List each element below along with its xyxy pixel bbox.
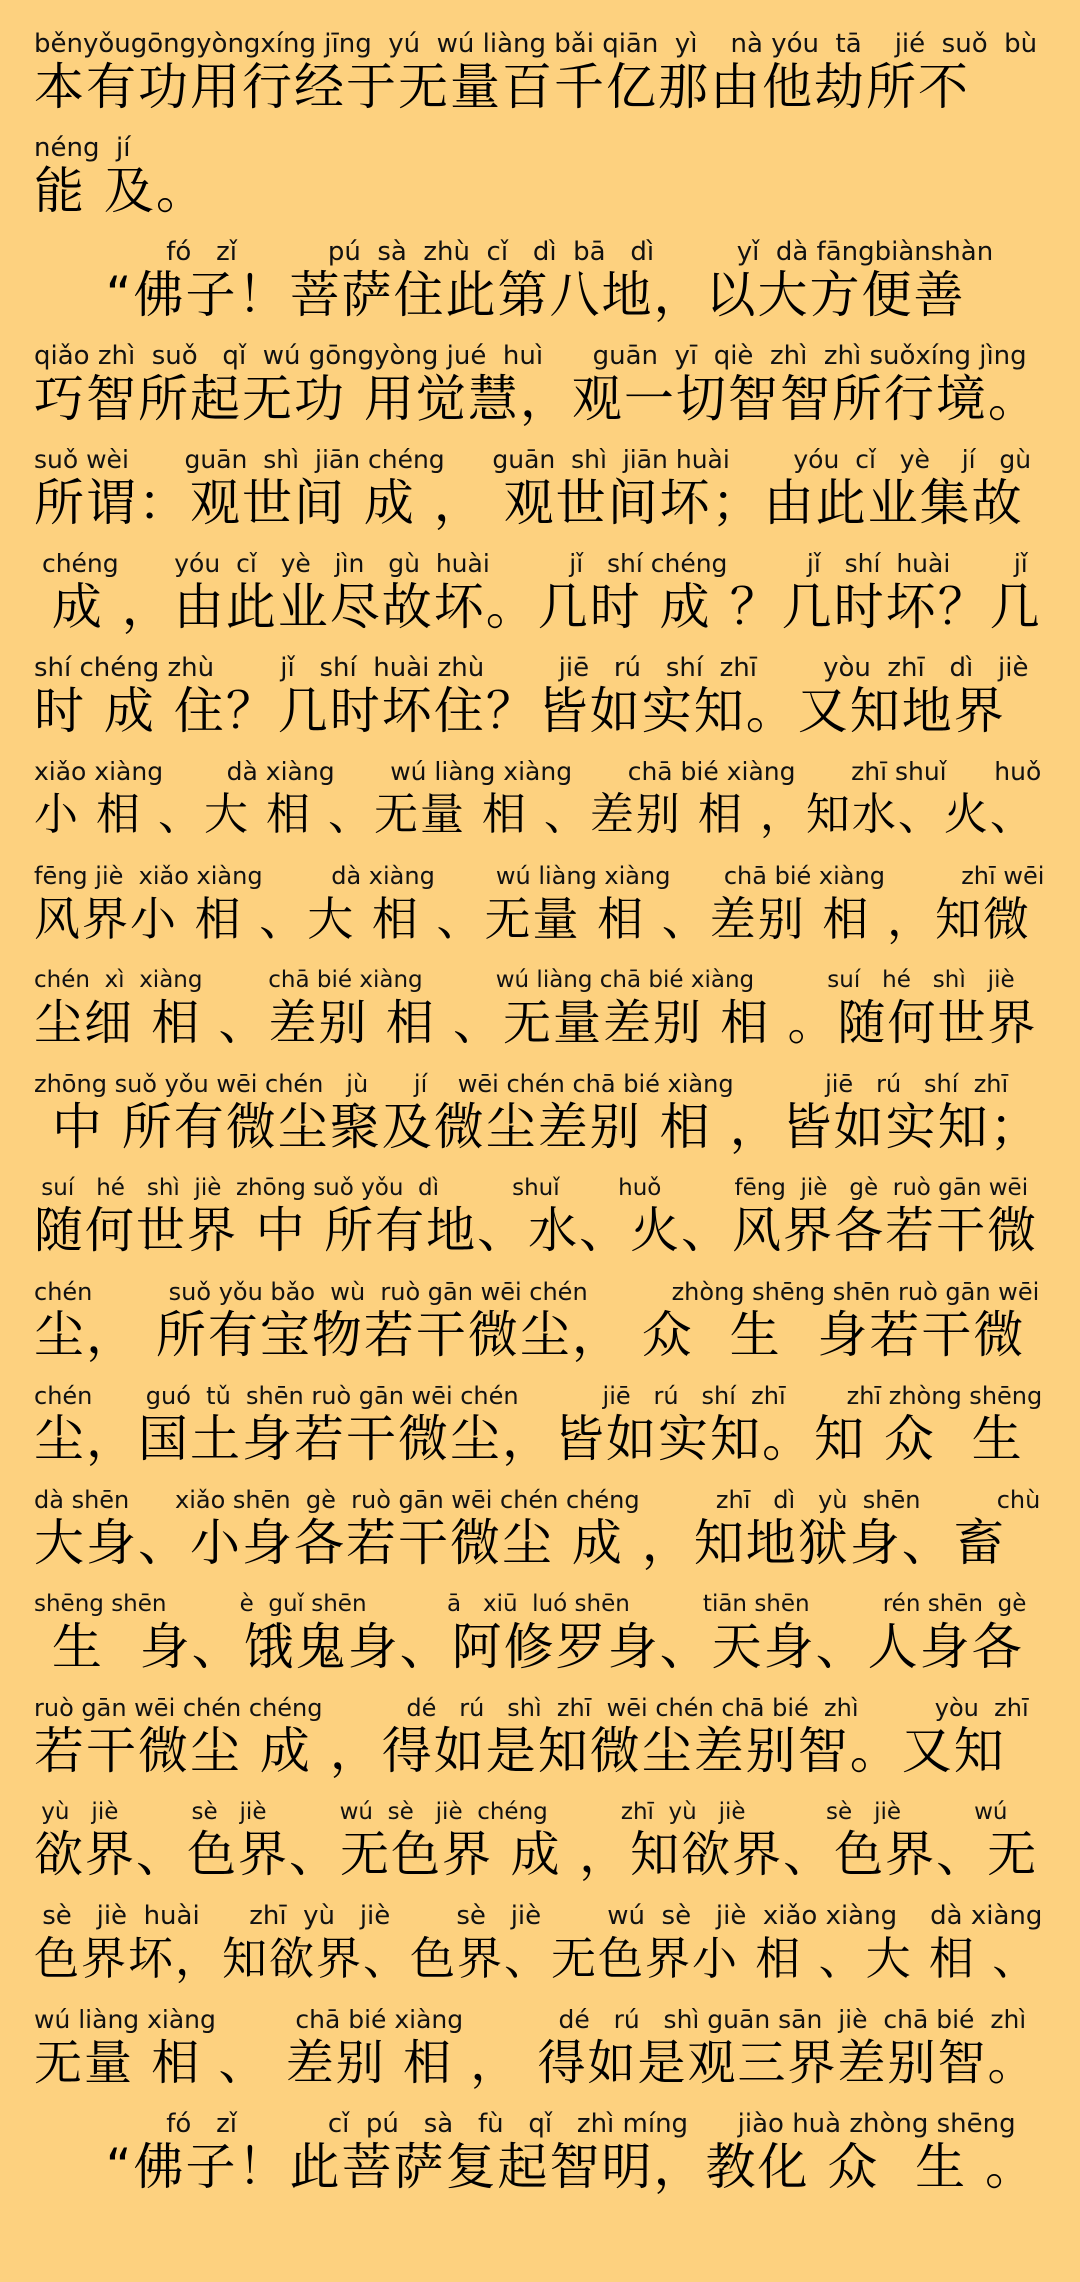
chinese-text: 大身、小身各若干微尘 成 ，知地狱身、畜 — [34, 1514, 1006, 1572]
text-line — [34, 1070, 1046, 1156]
chinese-text: “佛子！此菩萨复起智明，教化 众 生 。 — [34, 2138, 1038, 2196]
chinese-text: 所谓：观世间 成 ， 观世间坏；由此业集故 — [34, 474, 1024, 532]
chinese-text: 生 身、饿鬼身、阿修罗身、天身、人身各 — [34, 1618, 1024, 1676]
text-line — [34, 1174, 1046, 1260]
pinyin-annotation: shí chéng zhù jǐ shí huài zhù jiē rú shí zhī yòu zhī dì jiè — [34, 653, 1029, 683]
pinyin-annotation: chén guó tǔ shēn ruò gān wēi chén jiē rú shí zhī zhī zhòng shēng — [34, 1382, 1043, 1410]
text-line — [34, 654, 1046, 740]
chinese-text: 色界坏，知欲界、色界、无色界小 相 、大 相 、 — [34, 1932, 1040, 1985]
text-line — [34, 1694, 1046, 1780]
pinyin-annotation: fó zǐ cǐ pú sà fù qǐ zhì míng jiào huà zhòng shēng — [34, 2109, 1016, 2139]
pinyin-annotation: zhōng suǒ yǒu wēi chén jù jí wēi chén chā bié xiàng jiē rú shí zhī — [34, 1070, 1009, 1098]
pinyin-annotation: qiǎo zhì suǒ qǐ wú gōngyòng jué huì guān yī qiè zhì zhì suǒxíng jìng — [34, 341, 1027, 371]
text-line — [34, 134, 1046, 220]
chinese-text: 随何世界 中 所有地、水、火、风界各若干微 — [34, 1202, 1039, 1259]
pinyin-annotation: sè jiè huài zhī yù jiè sè jiè wú sè jiè xiǎo xiàng dà xiàng — [34, 1901, 1043, 1931]
pinyin-annotation: chéng yóu cǐ yè jìn gù huài jǐ shí chéng jǐ shí huài jǐ — [34, 549, 1028, 578]
pinyin-annotation: xiǎo xiàng dà xiàng wú liàng xiàng chā bié xiàng zhī shuǐ huǒ — [34, 757, 1042, 786]
pinyin-annotation: fēng jiè xiǎo xiàng dà xiàng wú liàng xiàng chā bié xiàng zhī wēi — [34, 862, 1045, 890]
pinyin-annotation: shēng shēn è guǐ shēn ā xiū luó shēn tiān shēn rén shēn gè — [34, 1591, 1027, 1617]
pinyin-annotation: chén xì xiàng chā bié xiàng wú liàng chā bié xiàng suí hé shì jiè — [34, 967, 1015, 993]
text-line — [34, 2006, 1046, 2092]
chinese-text: 本有功用行经于无量百千亿那由他劫所不 — [34, 58, 970, 116]
text-line — [34, 1486, 1046, 1572]
pinyin-annotation: dà shēn xiǎo shēn gè ruò gān wēi chén chéng zhī dì yù shēn chù — [34, 1486, 1041, 1514]
pinyin-annotation: yù jiè sè jiè wú sè jiè chéng zhī yù jiè sè jiè wú — [34, 1799, 1008, 1825]
text-line — [34, 342, 1046, 428]
chinese-text: 小 相 、大 相 、无量 相 、差别 相 ，知水、火、 — [34, 789, 1036, 840]
text-line — [34, 966, 1046, 1052]
text-line — [34, 238, 1046, 324]
chinese-text: 成 ，由此业尽故坏。几时 成 ？几时坏？几 — [34, 578, 1042, 636]
text-line — [34, 862, 1046, 948]
text-line — [34, 30, 1046, 116]
chinese-text: 时 成 住？几时坏住？皆如实知。又知地界 — [34, 682, 1006, 740]
text-line — [34, 550, 1046, 636]
text-line — [34, 758, 1046, 844]
pinyin-annotation: suí hé shì jiè zhōng suǒ yǒu dì shuǐ huǒ fēng jiè gè ruò gān wēi — [34, 1175, 1029, 1201]
chinese-text: 若干微尘 成 ，得如是知微尘差别智。又知 — [34, 1722, 1006, 1780]
chinese-text: 尘， 所有宝物若干微尘， 众 生 身若干微 — [34, 1306, 1026, 1364]
chinese-text: 尘，国土身若干微尘，皆如实知。知 众 生 — [34, 1410, 1024, 1468]
text-line — [34, 1798, 1046, 1884]
pinyin-annotation: néng jí — [34, 133, 131, 163]
pinyin-annotation: suǒ wèi guān shì jiān chéng guān shì jiān huài yóu cǐ yè jí gù — [34, 445, 1032, 474]
chinese-text: 尘细 相 、差别 相 、无量差别 相 。随何世界 — [34, 995, 1038, 1051]
pinyin-annotation: běnyǒugōngyòngxíng jīng yú wú liàng bǎi qiān yì nà yóu tā jié suǒ bù — [34, 29, 1038, 59]
chinese-text: 能 及。 — [34, 162, 208, 220]
text-line — [34, 2110, 1046, 2196]
chinese-text: 风界小 相 、大 相 、无量 相 、差别 相 ，知微 — [34, 892, 1031, 946]
text-line — [34, 1382, 1046, 1468]
text-line — [34, 1278, 1046, 1364]
chinese-text: 中 所有微尘聚及微尘差别 相 ，皆如实知； — [34, 1098, 1042, 1156]
text-line — [34, 1902, 1046, 1988]
chinese-text: 无量 相 、 差别 相 ， 得如是观三界差别智。 — [34, 2035, 1038, 2091]
chinese-text: 巧智所起无功 用觉慧，观一切智智所行境。 — [34, 370, 1040, 428]
chinese-text: 欲界、色界、无色界 成 ，知欲界、色界、无 — [34, 1826, 1039, 1883]
pinyin-annotation: chén suǒ yǒu bǎo wù ruò gān wēi chén zhòng shēng shēn ruò gān wēi — [34, 1278, 1040, 1306]
pinyin-annotation: wú liàng xiàng chā bié xiàng dé rú shì guān sān jiè chā bié zhì — [34, 2005, 1027, 2034]
chinese-text: “佛子！菩萨住此第八地，以大方便善 — [34, 266, 966, 324]
pinyin-annotation: fó zǐ pú sà zhù cǐ dì bā dì yǐ dà fāngbiànshàn — [34, 237, 994, 267]
text-line — [34, 446, 1046, 532]
pinyin-annotation: ruò gān wēi chén chéng dé rú shì zhī wēi chén chā bié zhì yòu zhī — [34, 1694, 1029, 1722]
text-line — [34, 1590, 1046, 1676]
